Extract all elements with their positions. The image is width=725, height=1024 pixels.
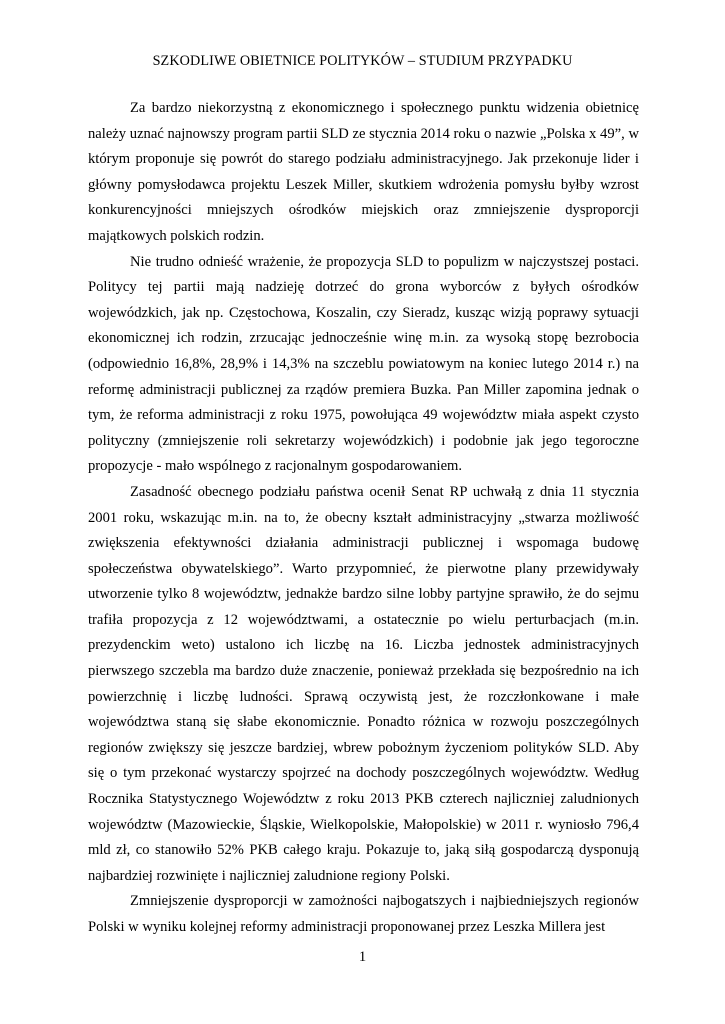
page-number: 1 xyxy=(358,949,367,965)
document-title: SZKODLIWE OBIETNICE POLITYKÓW – STUDIUM PRZYPADKU xyxy=(152,53,573,69)
document-body xyxy=(88,96,639,941)
paragraph: Za bardzo niekorzystną z ekonomicznego i społecznego punktu widzenia obietnicę należy uznać najnowszy program partii SLD ze stycznia 2014 roku o nazwie „Polska x 49”, w którym proponuje się powrót do starego podziału administracyjnego. Jak przekonuje lider i główny pomysłodawca projektu Leszek Miller, skutkiem wdrożenia pomysłu byłby wzrost konkurencyjności mniejszych ośrodków miejskich oraz zmniejszenie dysproporcji majątkowych polskich rodzin. xyxy=(88,100,639,244)
paragraph: Zmniejszenie dysproporcji w zamożności najbogatszych i najbiedniejszych regionów Polski w wyniku kolejnej reformy administracji proponowanej przez Leszka Millera jest xyxy=(88,893,639,935)
paragraph: Nie trudno odnieść wrażenie, że propozycja SLD to populizm w najczystszej postaci. Politycy tej partii mają nadzieję dotrzeć do grona wyborców z byłych ośrodków wojewódzkich, jak np. Częstochowa, Koszalin, czy Sieradz, kusząc wizją poprawy sytuacji ekonomicznej ich rodzin, zrzucając jednocześnie winę m.in. za wysoką stopę bezrobocia (odpowiednio 16,8%, 28,9% i 14,3% na szczeblu powiatowym na koniec lutego 2014 r.) na reformę administracji publicznej za rządów premiera Buzka. Pan Miller zapomina jednak o tym, że reforma administracji z roku 1975, powołująca 49 województw miała aspekt czysto polityczny (zmniejszenie roli sekretarzy wojewódzkich) i podobnie jak jego tegoroczne propozycje - mało wspólnego z racjonalnym gospodarowaniem. xyxy=(88,253,639,475)
paragraph: Zasadność obecnego podziału państwa ocenił Senat RP uchwałą z dnia 11 stycznia 2001 roku, wskazując m.in. na to, że obecny kształt administracyjny „stwarza możliwość zwiększenia efektywności działania administracji publicznej i wspomaga budowę społeczeństwa obywatelskiego”. Warto przypomnieć, że pierwotne plany przewidywały utworzenie tylko 8 województw, jednakże bardzo silne lobby partyjne sprawiło, że do sejmu trafiła propozycja z 12 województwami, a ostatecznie po wielu perturbacjach (m.in. prezydenckim weto) ustalono ich liczbę na 16. Liczba jednostek administracyjnych pierwszego szczebla ma bardzo duże znaczenie, ponieważ przekłada się bezpośrednio na ich powierzchnię i liczbę ludności. Sprawą oczywistą jest, że rozczłonkowane i małe województwa staną się słabe ekonomicznie. Ponadto różnica w rozwoju poszczególnych regionów zwiększy się jeszcze bardziej, wbrew pobożnym życzeniom polityków SLD. Aby się o tym przekonać wystarczy spojrzeć na dochody poszczególnych województw. Według Rocznika Statystycznego Województw z roku 2013 PKB czterech najliczniej zaludnionych województw (Mazowieckie, Śląskie, Wielkopolskie, Małopolskie) w 2011 r. wyniosło 796,4 mld zł, co stanowiło 52% PKB całego kraju. Pokazuje to, jaką siłą gospodarczą dysponują najbardziej rozwinięte i najliczniej zaludnione regiony Polski. xyxy=(88,483,639,884)
